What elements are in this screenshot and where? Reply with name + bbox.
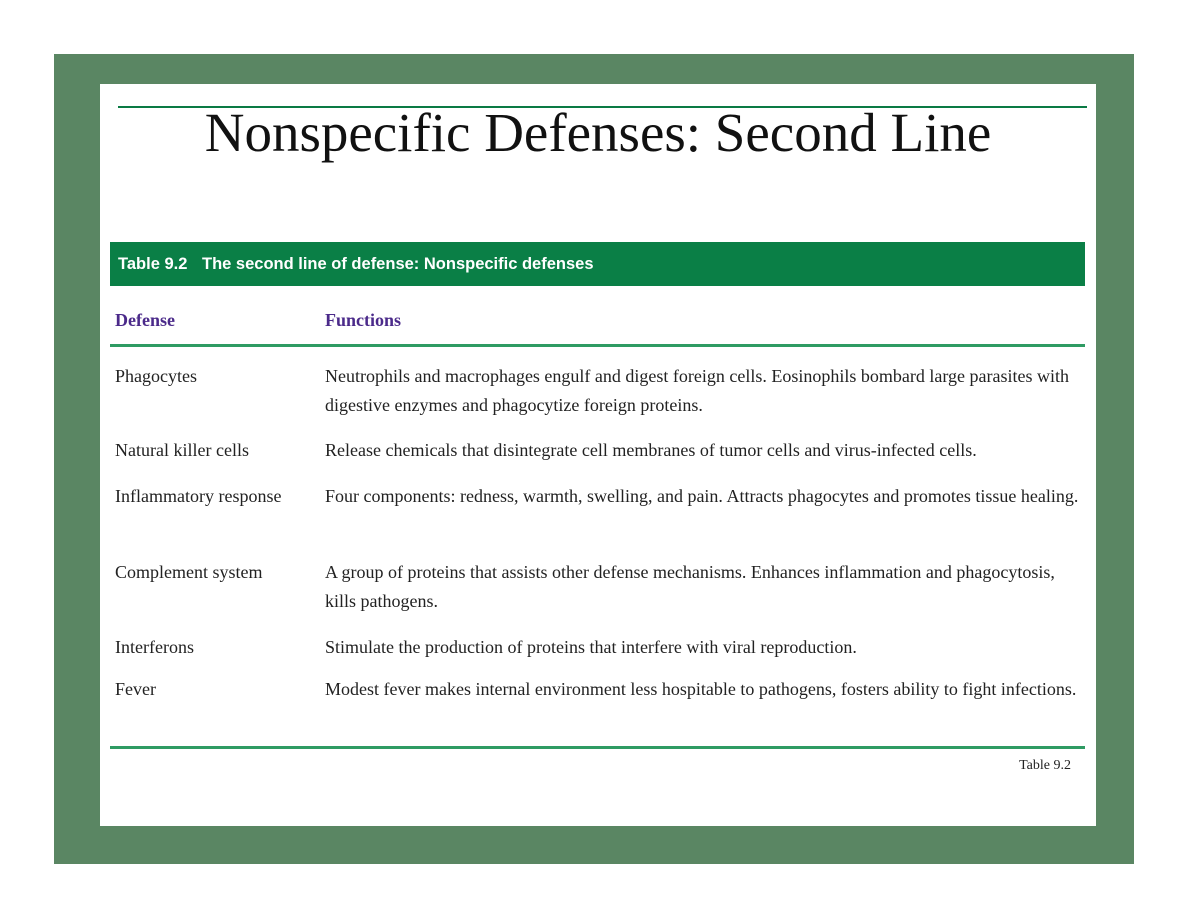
table-caption: The second line of defense: Nonspecific defenses <box>202 255 594 273</box>
functions-cell: Neutrophils and macrophages engulf and digest foreign cells. Eosinophils bombard large parasites with digestive enzymes and phagocytize foreign proteins. <box>325 366 1069 415</box>
defense-cell: Phagocytes <box>115 366 197 386</box>
defense-cell: Inflammatory response <box>115 486 282 506</box>
header-rule <box>110 344 1085 347</box>
slide <box>100 84 1096 826</box>
defense-cell: Interferons <box>115 637 194 657</box>
defense-cell: Fever <box>115 679 156 699</box>
functions-cell: Stimulate the production of proteins that interfere with viral reproduction. <box>325 637 857 657</box>
defense-cell: Complement system <box>115 562 263 582</box>
functions-cell: Modest fever makes internal environment less hospitable to pathogens, fosters ability to fight infections. <box>325 679 1077 699</box>
footer-rule <box>110 746 1085 749</box>
functions-cell: Release chemicals that disintegrate cell membranes of tumor cells and virus-infected cells. <box>325 440 977 460</box>
slide-title: Nonspecific Defenses: Second Line <box>204 102 992 163</box>
column-header-defense: Defense <box>115 310 175 330</box>
column-header-functions: Functions <box>325 310 402 330</box>
functions-cell: Four components: redness, warmth, swelling, and pain. Attracts phagocytes and promotes tissue healing. <box>325 486 1079 506</box>
table-banner <box>110 242 1085 286</box>
table-source-note: Table 9.2 <box>1019 758 1071 773</box>
table-label: Table 9.2 <box>118 255 188 273</box>
functions-cell: A group of proteins that assists other defense mechanisms. Enhances inflammation and phagocytosis, kills pathogens. <box>325 562 1055 611</box>
defense-cell: Natural killer cells <box>115 440 249 460</box>
